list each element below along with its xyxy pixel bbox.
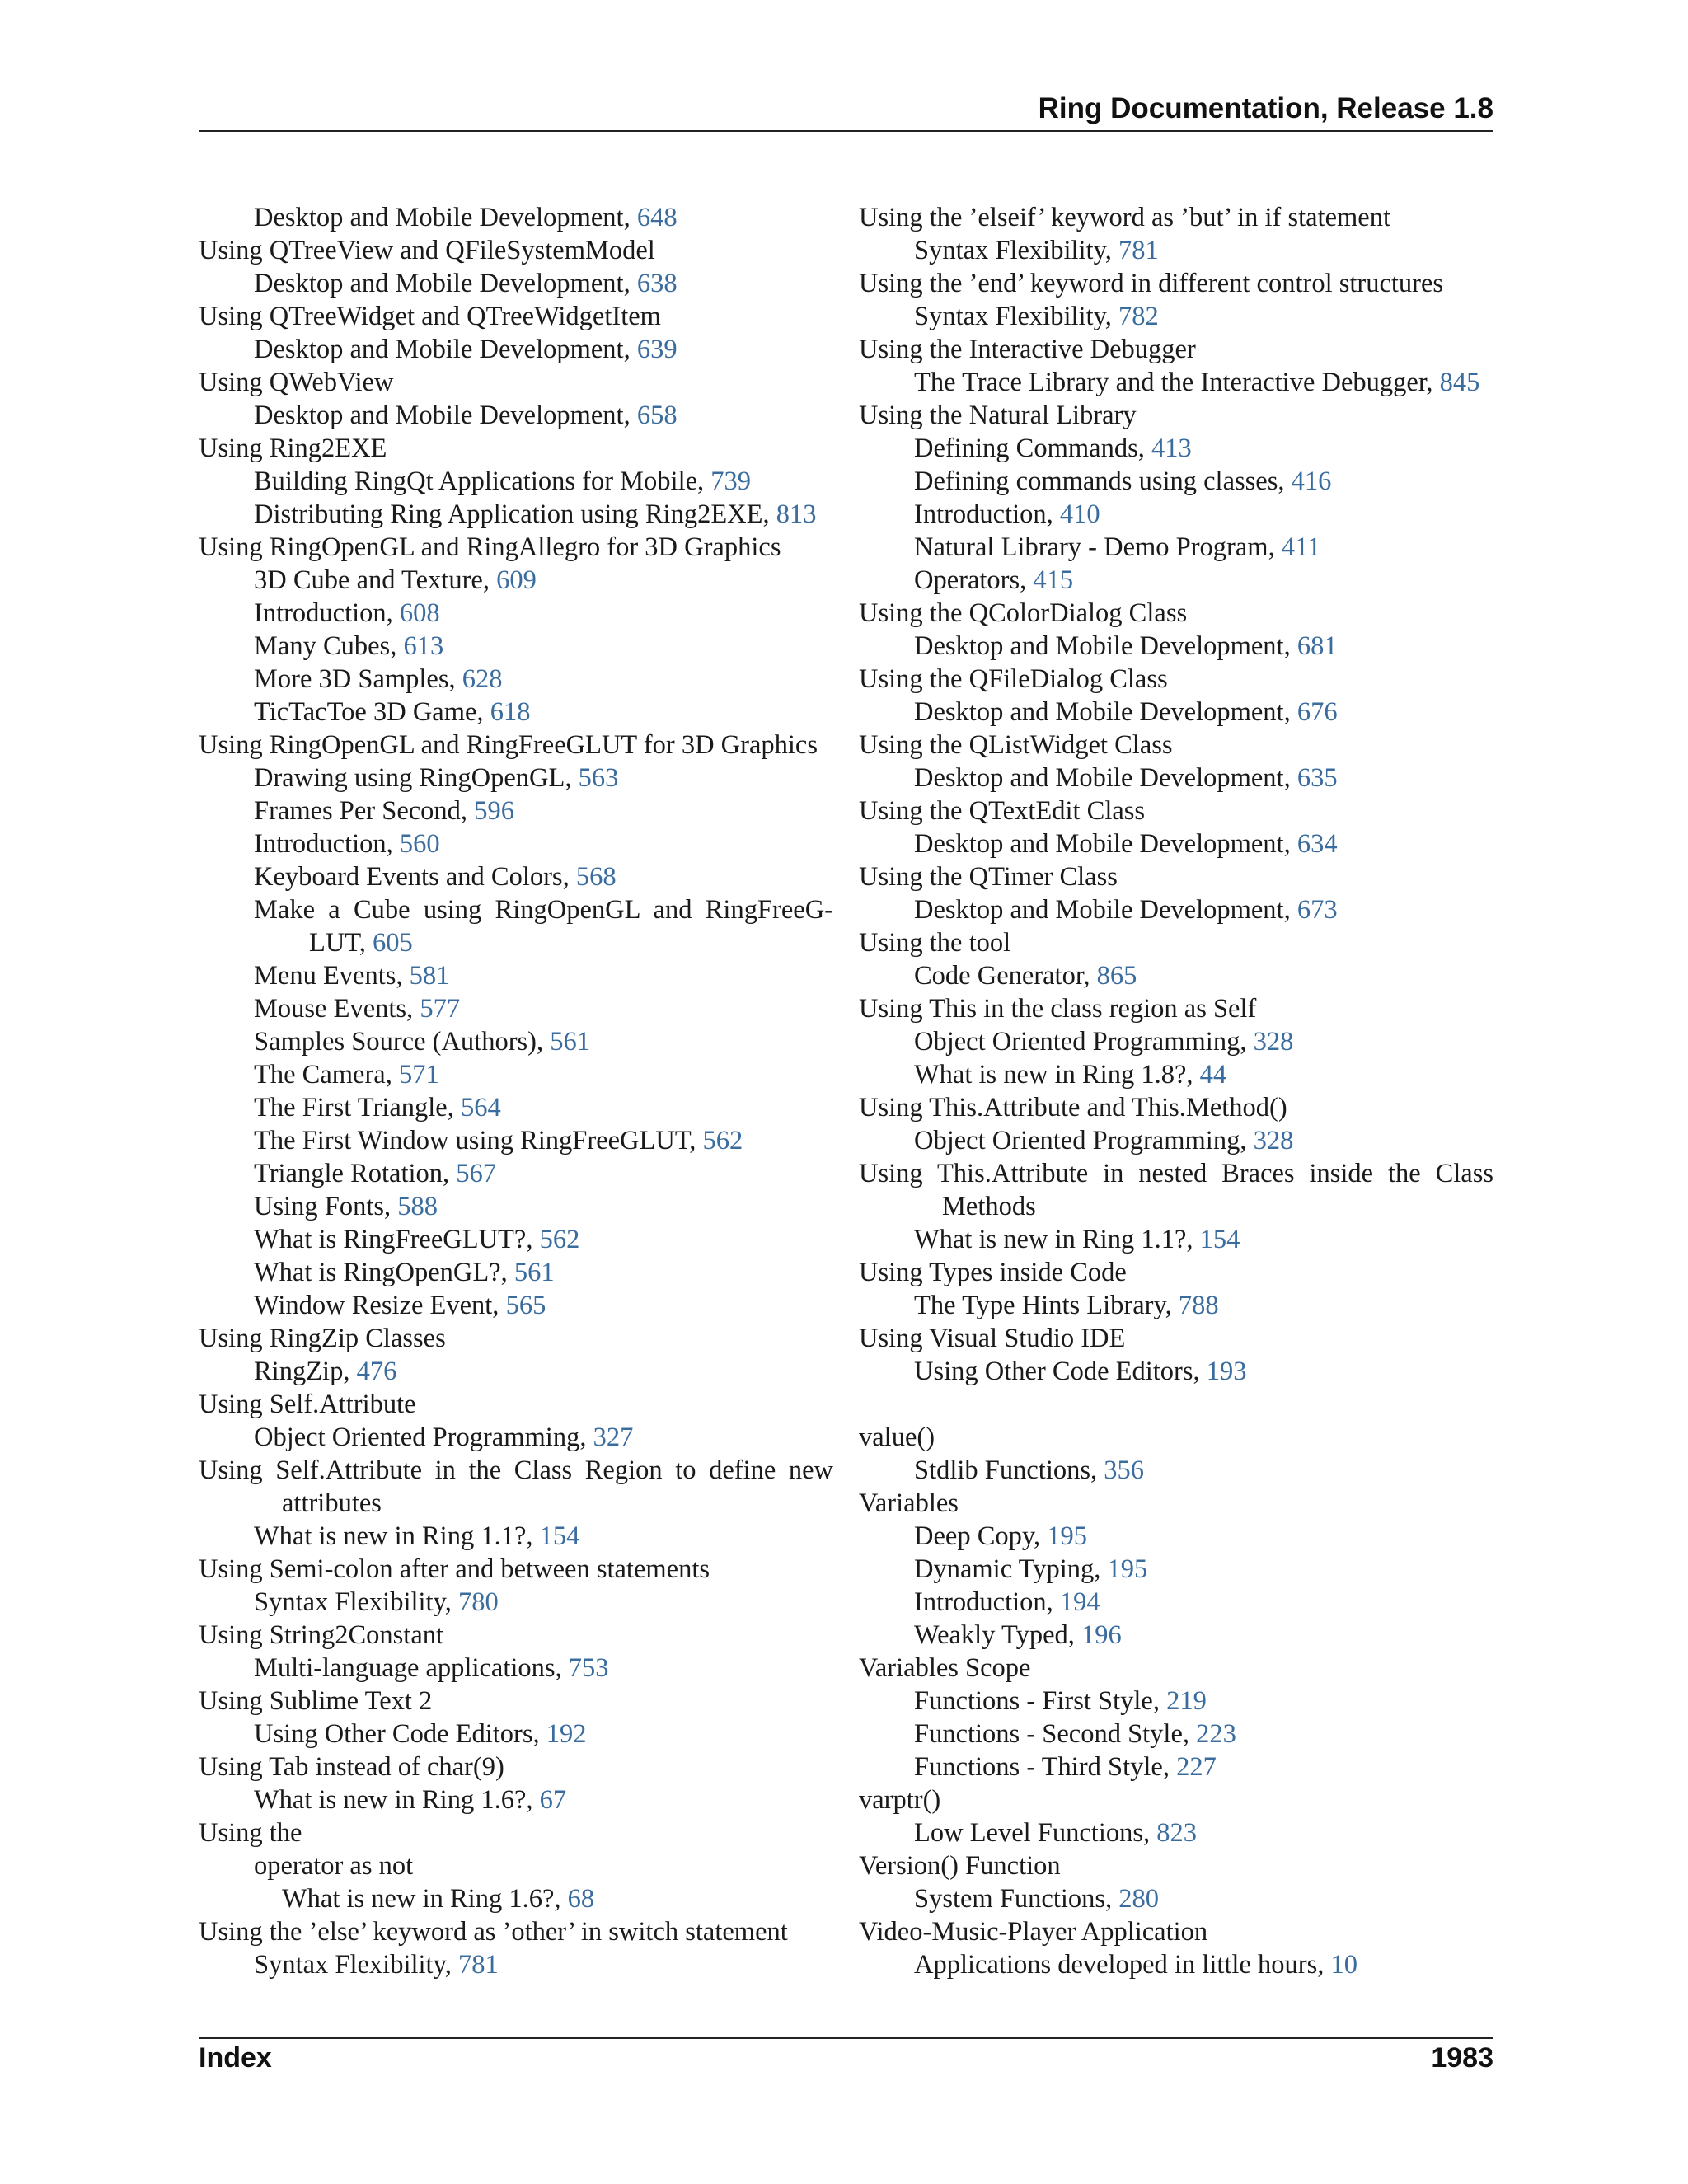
entry-label: What is new in Ring 1.8?,: [914, 1060, 1200, 1090]
page-link[interactable]: 413: [1151, 434, 1192, 463]
index-subentry: [859, 1289, 1493, 1322]
entry-label: Using the tool: [859, 928, 1011, 958]
page-link[interactable]: 571: [398, 1060, 439, 1090]
page-link[interactable]: 195: [1107, 1554, 1148, 1584]
entry-label: Introduction,: [254, 829, 400, 859]
entry-label: Using Other Code Editors,: [254, 1719, 546, 1749]
entry-label: Building RingQt Applications for Mobile,: [254, 466, 711, 496]
index-entry: [859, 663, 1493, 696]
entry-label: varptr(): [859, 1785, 941, 1815]
index-subentry: [859, 893, 1493, 926]
index-entry: [859, 1322, 1493, 1355]
index-subentry: [859, 1355, 1493, 1388]
index-subentry: [199, 959, 833, 992]
index-entry: [859, 1849, 1493, 1882]
index-subentry: [199, 1190, 833, 1223]
index-entry: [199, 1750, 833, 1783]
entry-label: Using the Natural Library: [859, 401, 1137, 430]
index-subentry: [199, 1256, 833, 1289]
entry-label: Using the QListWidget Class: [859, 730, 1173, 760]
page-link[interactable]: 195: [1047, 1521, 1088, 1551]
entry-label: Using the QTextEdit Class: [859, 796, 1146, 826]
index-subentry: [859, 827, 1493, 860]
index-entry: [859, 729, 1493, 762]
entry-label: Many Cubes,: [254, 631, 404, 661]
index-entry: [859, 1157, 1493, 1223]
index-subentry: [199, 794, 833, 827]
entry-label: Syntax Flexibility,: [254, 1587, 458, 1617]
index-entry: [859, 333, 1493, 366]
page-link[interactable]: 567: [456, 1159, 497, 1188]
entry-label: What is RingFreeGLUT?,: [254, 1225, 540, 1254]
entry-label: The First Triangle,: [254, 1093, 461, 1122]
index-entry: [859, 399, 1493, 432]
entry-label: Desktop and Mobile Development,: [914, 631, 1297, 661]
entry-label: Defining Commands,: [914, 434, 1151, 463]
index-subentry: [199, 564, 833, 597]
page-link[interactable]: 577: [420, 994, 461, 1024]
index-entry: [859, 1421, 1493, 1454]
entry-label: Object Oriented Programming,: [254, 1422, 593, 1452]
entry-label: The Trace Library and the Interactive Debugger,: [914, 368, 1440, 397]
page-link[interactable]: 639: [636, 335, 678, 364]
index-entry: [859, 1915, 1493, 1948]
index-subentry: [199, 1223, 833, 1256]
index-entry: [859, 267, 1493, 300]
index-subentry: [859, 1718, 1493, 1750]
index-entry: [199, 300, 833, 333]
page-link[interactable]: 562: [539, 1225, 580, 1254]
page-link[interactable]: 635: [1296, 763, 1338, 793]
entry-label: Functions - Second Style,: [914, 1719, 1197, 1749]
page-link[interactable]: 781: [1118, 236, 1159, 265]
page-link[interactable]: 618: [490, 697, 531, 727]
index-entry: [199, 366, 833, 399]
index-entry: [199, 1915, 833, 1948]
index-subentry: [199, 1025, 833, 1058]
entry-label: Using String2Constant: [199, 1620, 444, 1650]
page-link[interactable]: 68: [567, 1884, 595, 1914]
entry-label: Operators,: [914, 565, 1034, 595]
page-link[interactable]: 154: [1199, 1225, 1240, 1254]
page-link[interactable]: 673: [1296, 895, 1338, 925]
entry-label: Desktop and Mobile Development,: [914, 829, 1297, 859]
entry-label: Using the ’else’ keyword as ’other’ in switch statement: [199, 1917, 788, 1947]
index-entry: [859, 1091, 1493, 1124]
entry-label: Weakly Typed,: [914, 1620, 1081, 1650]
page-link[interactable]: 416: [1291, 466, 1332, 496]
entry-label: Make a Cube using RingOpenGL and RingFreeG-LUT,: [254, 895, 833, 958]
page-link[interactable]: 609: [496, 565, 537, 595]
page-link[interactable]: 561: [550, 1027, 590, 1057]
index-subentry: [199, 1849, 833, 1882]
entry-label: Stdlib Functions,: [914, 1455, 1104, 1485]
index-subentry: [199, 696, 833, 729]
index-subentry: [859, 1454, 1493, 1487]
entry-label: Low Level Functions,: [914, 1818, 1157, 1848]
entry-label: Menu Events,: [254, 961, 410, 991]
index-subentry: [199, 893, 833, 959]
index-subentry: [859, 1816, 1493, 1849]
index-subentry: [199, 1058, 833, 1091]
page-link[interactable]: 608: [399, 598, 440, 628]
page-link[interactable]: 613: [403, 631, 444, 661]
footer-rule: [199, 2037, 1493, 2039]
page-link[interactable]: 845: [1439, 368, 1480, 397]
index-column-right: [859, 201, 1493, 1981]
index-subentry: [859, 432, 1493, 465]
entry-label: Using Self.Attribute: [199, 1390, 416, 1419]
page-link[interactable]: 227: [1176, 1752, 1217, 1782]
header-rule: [199, 130, 1493, 132]
index-entry: [199, 1553, 833, 1586]
entry-label: Desktop and Mobile Development,: [254, 401, 637, 430]
page-link[interactable]: 280: [1118, 1884, 1160, 1914]
page-link[interactable]: 564: [461, 1093, 501, 1122]
entry-label: Desktop and Mobile Development,: [914, 895, 1297, 925]
entry-label: Using the QFileDialog Class: [859, 664, 1168, 694]
entry-label: Keyboard Events and Colors,: [254, 862, 576, 892]
page-link[interactable]: 219: [1166, 1686, 1207, 1716]
entry-label: TicTacToe 3D Game,: [254, 697, 490, 727]
entry-label: Desktop and Mobile Development,: [254, 203, 637, 232]
index-subentry: [199, 1718, 833, 1750]
page-link[interactable]: 563: [578, 763, 619, 793]
entry-label: Drawing using RingOpenGL,: [254, 763, 579, 793]
entry-label: More 3D Samples,: [254, 664, 462, 694]
entry-label: Using This in the class region as Self: [859, 994, 1257, 1024]
index-subentry: [199, 498, 833, 531]
entry-label: Using Sublime Text 2: [199, 1686, 433, 1716]
page-link[interactable]: 658: [636, 401, 678, 430]
index-subentry: [859, 630, 1493, 663]
entry-label: Using the QColorDialog Class: [859, 598, 1188, 628]
page-link[interactable]: 676: [1296, 697, 1338, 727]
index-subentry: [859, 959, 1493, 992]
index-subentry: [859, 1685, 1493, 1718]
page-link[interactable]: 565: [505, 1291, 546, 1320]
index-subentry: [199, 333, 833, 366]
entry-label: Using Tab instead of char(9): [199, 1752, 504, 1782]
entry-label: Code Generator,: [914, 961, 1097, 991]
entry-label: Using Visual Studio IDE: [859, 1324, 1126, 1353]
page-link[interactable]: 788: [1178, 1291, 1219, 1320]
entry-label: Syntax Flexibility,: [254, 1950, 458, 1980]
footer-section-label: Index: [199, 2042, 272, 2074]
entry-label: Introduction,: [254, 598, 400, 628]
entry-label: Distributing Ring Application using Ring2EXE,: [254, 499, 776, 529]
entry-label: Mouse Events,: [254, 994, 420, 1024]
entry-label: Syntax Flexibility,: [914, 302, 1118, 331]
entry-label: Using This.Attribute and This.Method(): [859, 1093, 1287, 1122]
entry-label: Using Fonts,: [254, 1192, 398, 1221]
page-link[interactable]: 410: [1059, 499, 1100, 529]
index-subentry: [859, 1586, 1493, 1619]
entry-label: Applications developed in little hours,: [914, 1950, 1331, 1980]
index-entry: [199, 729, 833, 762]
index-entry: [859, 201, 1493, 234]
page-link[interactable]: 581: [409, 961, 450, 991]
entry-label: Using the QTimer Class: [859, 862, 1118, 892]
index-entry: [859, 1487, 1493, 1520]
index-subentry: [199, 267, 833, 300]
entry-label: RingZip,: [254, 1357, 357, 1386]
index-entry: [199, 1685, 833, 1718]
page-link[interactable]: 328: [1253, 1126, 1294, 1155]
index-subentry: [199, 860, 833, 893]
entry-label: Frames Per Second,: [254, 796, 475, 826]
index-subentry: [199, 1124, 833, 1157]
index-entry: [199, 1388, 833, 1421]
index-subentry: [859, 1025, 1493, 1058]
entry-label: value(): [859, 1422, 935, 1452]
entry-label: Using RingOpenGL and RingAllegro for 3D Graphics: [199, 532, 781, 562]
entry-label: What is RingOpenGL?,: [254, 1258, 514, 1287]
entry-label: Using the ’elseif’ keyword as ’but’ in if statement: [859, 203, 1390, 232]
index-entry: [199, 1454, 833, 1520]
page-link[interactable]: 823: [1156, 1818, 1198, 1848]
entry-label: Using Self.Attribute in the Class Region to define new attributes: [199, 1455, 833, 1518]
index-entry: [859, 1652, 1493, 1685]
entry-label: Using RingZip Classes: [199, 1324, 446, 1353]
entry-label: Version() Function: [859, 1851, 1061, 1881]
index-subentry: [199, 1520, 833, 1553]
page-link[interactable]: 328: [1253, 1027, 1294, 1057]
index-subentry: [199, 1652, 833, 1685]
entry-label: Functions - First Style,: [914, 1686, 1167, 1716]
page-link[interactable]: 10: [1330, 1950, 1357, 1980]
index-subentry: [199, 201, 833, 234]
index-subentry: [859, 1553, 1493, 1586]
entry-label: Using Ring2EXE: [199, 434, 387, 463]
page-link[interactable]: 67: [539, 1785, 567, 1815]
page-link[interactable]: 411: [1281, 532, 1321, 562]
entry-label: Window Resize Event,: [254, 1291, 506, 1320]
index-entry: [859, 1783, 1493, 1816]
page-link[interactable]: 628: [462, 664, 503, 694]
entry-label: The Type Hints Library,: [914, 1291, 1179, 1320]
entry-label: What is new in Ring 1.6?,: [282, 1884, 568, 1914]
page-link[interactable]: 562: [702, 1126, 743, 1155]
entry-label: Using Types inside Code: [859, 1258, 1127, 1287]
index-subentry: [859, 564, 1493, 597]
index-entry: [859, 860, 1493, 893]
entry-label: What is new in Ring 1.6?,: [254, 1785, 540, 1815]
page-link[interactable]: 568: [575, 862, 617, 892]
entry-label: Using QTreeWidget and QTreeWidgetItem: [199, 302, 661, 331]
index-subentry: [859, 531, 1493, 564]
page-link[interactable]: 194: [1059, 1587, 1100, 1617]
index-subentry: [199, 399, 833, 432]
entry-label: Triangle Rotation,: [254, 1159, 457, 1188]
index-subentry: [859, 300, 1493, 333]
page-link[interactable]: 596: [474, 796, 514, 826]
index-entry: [199, 1816, 833, 1849]
index-subentry: [859, 234, 1493, 267]
entry-label: Using RingOpenGL and RingFreeGLUT for 3D Graphics: [199, 730, 818, 760]
running-header: Ring Documentation, Release 1.8: [1038, 92, 1493, 124]
entry-label: Using the ’end’ keyword in different control structures: [859, 269, 1444, 298]
entry-label: Video-Music-Player Application: [859, 1917, 1208, 1947]
index-subentry: [859, 1520, 1493, 1553]
entry-label: Desktop and Mobile Development,: [254, 335, 637, 364]
index-subentry: [859, 1882, 1493, 1915]
page-link[interactable]: 560: [399, 829, 440, 859]
page-link[interactable]: 638: [636, 269, 678, 298]
index-subentry: [859, 366, 1493, 399]
entry-label: Object Oriented Programming,: [914, 1027, 1254, 1057]
page-link[interactable]: 588: [397, 1192, 438, 1221]
entry-label: Variables Scope: [859, 1653, 1031, 1683]
index-subentry: [199, 762, 833, 794]
entry-label: What is new in Ring 1.1?,: [254, 1521, 540, 1551]
entry-label: The First Window using RingFreeGLUT,: [254, 1126, 703, 1155]
index-subentry: [199, 465, 833, 498]
index-subentry: [199, 992, 833, 1025]
entry-label: Deep Copy,: [914, 1521, 1048, 1551]
index-subentry: [199, 630, 833, 663]
index-entry: [199, 234, 833, 267]
entry-label: Desktop and Mobile Development,: [254, 269, 637, 298]
page-link[interactable]: 739: [710, 466, 752, 496]
entry-label: Natural Library - Demo Program,: [914, 532, 1282, 562]
index-column-left: [199, 201, 833, 1981]
index-subentry: [199, 1091, 833, 1124]
page-link[interactable]: 648: [636, 203, 678, 232]
index-subentry: [199, 1586, 833, 1619]
index-entry: [859, 926, 1493, 959]
entry-label: The Camera,: [254, 1060, 399, 1090]
index-subentry: [859, 1619, 1493, 1652]
page-link[interactable]: 44: [1199, 1060, 1227, 1090]
page-link[interactable]: 781: [457, 1950, 499, 1980]
index-subentry: [199, 1157, 833, 1190]
entry-label: Using the: [199, 1818, 302, 1848]
page-link[interactable]: 193: [1206, 1357, 1247, 1386]
entry-label: Using Semi-colon after and between statements: [199, 1554, 710, 1584]
entry-label: Introduction,: [914, 499, 1060, 529]
entry-label: What is new in Ring 1.1?,: [914, 1225, 1200, 1254]
entry-label: 3D Cube and Texture,: [254, 565, 497, 595]
index-entry: [859, 794, 1493, 827]
entry-label: Introduction,: [914, 1587, 1060, 1617]
index-subentry: [199, 1882, 833, 1915]
entry-label: System Functions,: [914, 1884, 1119, 1914]
page-link[interactable]: 865: [1096, 961, 1137, 991]
index-subentry: [859, 1750, 1493, 1783]
index-entry: [859, 597, 1493, 630]
page-link[interactable]: 327: [593, 1422, 634, 1452]
page-link[interactable]: 681: [1296, 631, 1338, 661]
page-link[interactable]: 196: [1081, 1620, 1122, 1650]
index-subentry: [859, 498, 1493, 531]
footer-page-number: 1983: [1431, 2042, 1493, 2074]
index-subentry: [859, 1223, 1493, 1256]
index-subentry: [859, 1124, 1493, 1157]
entry-label: Using QTreeView and QFileSystemModel: [199, 236, 655, 265]
index-entry: [199, 432, 833, 465]
entry-label: Using Other Code Editors,: [914, 1357, 1207, 1386]
index-subentry: [199, 663, 833, 696]
entry-label: Functions - Third Style,: [914, 1752, 1177, 1782]
entry-label: Multi-language applications,: [254, 1653, 569, 1683]
page-link[interactable]: 782: [1118, 302, 1159, 331]
page-link[interactable]: 192: [546, 1719, 587, 1749]
index-subentry: [199, 1783, 833, 1816]
index-subentry: [859, 465, 1493, 498]
index-subentry: [199, 827, 833, 860]
index-entry: [859, 1256, 1493, 1289]
page-link[interactable]: 561: [513, 1258, 555, 1287]
entry-label: Desktop and Mobile Development,: [914, 697, 1297, 727]
index-entry: [199, 531, 833, 564]
page-link[interactable]: 476: [356, 1357, 397, 1386]
index-subentry: [199, 1355, 833, 1388]
page-link[interactable]: 780: [457, 1587, 499, 1617]
entry-label: Object Oriented Programming,: [914, 1126, 1254, 1155]
index-subentry: [859, 1948, 1493, 1981]
index-subentry: [199, 1948, 833, 1981]
entry-label: Defining commands using classes,: [914, 466, 1292, 496]
entry-label: Dynamic Typing,: [914, 1554, 1108, 1584]
entry-label: Using the Interactive Debugger: [859, 335, 1196, 364]
entry-label: Samples Source (Authors),: [254, 1027, 551, 1057]
index-subentry: [199, 1421, 833, 1454]
page-link[interactable]: 356: [1104, 1455, 1144, 1485]
page-link[interactable]: 415: [1033, 565, 1074, 595]
page-link[interactable]: 813: [776, 499, 817, 529]
index-entry: [199, 1322, 833, 1355]
index-subentry: [199, 1289, 833, 1322]
entry-label: Using This.Attribute in nested Braces inside the Class Methods: [859, 1159, 1493, 1221]
index-subentry: [859, 762, 1493, 794]
index-entry: [859, 992, 1493, 1025]
page-link[interactable]: 634: [1296, 829, 1338, 859]
index-subentry: [199, 597, 833, 630]
page-link[interactable]: 223: [1196, 1719, 1236, 1749]
index-entry: [199, 1619, 833, 1652]
index-subentry: [859, 1058, 1493, 1091]
entry-label: operator as not: [254, 1851, 414, 1881]
entry-label: Desktop and Mobile Development,: [914, 763, 1297, 793]
page-link[interactable]: 605: [373, 928, 413, 958]
page-link[interactable]: 154: [539, 1521, 580, 1551]
entry-label: Syntax Flexibility,: [914, 236, 1118, 265]
entry-label: Using QWebView: [199, 368, 394, 397]
page-link[interactable]: 753: [568, 1653, 609, 1683]
entry-label: Variables: [859, 1488, 959, 1518]
index-subentry: [859, 696, 1493, 729]
